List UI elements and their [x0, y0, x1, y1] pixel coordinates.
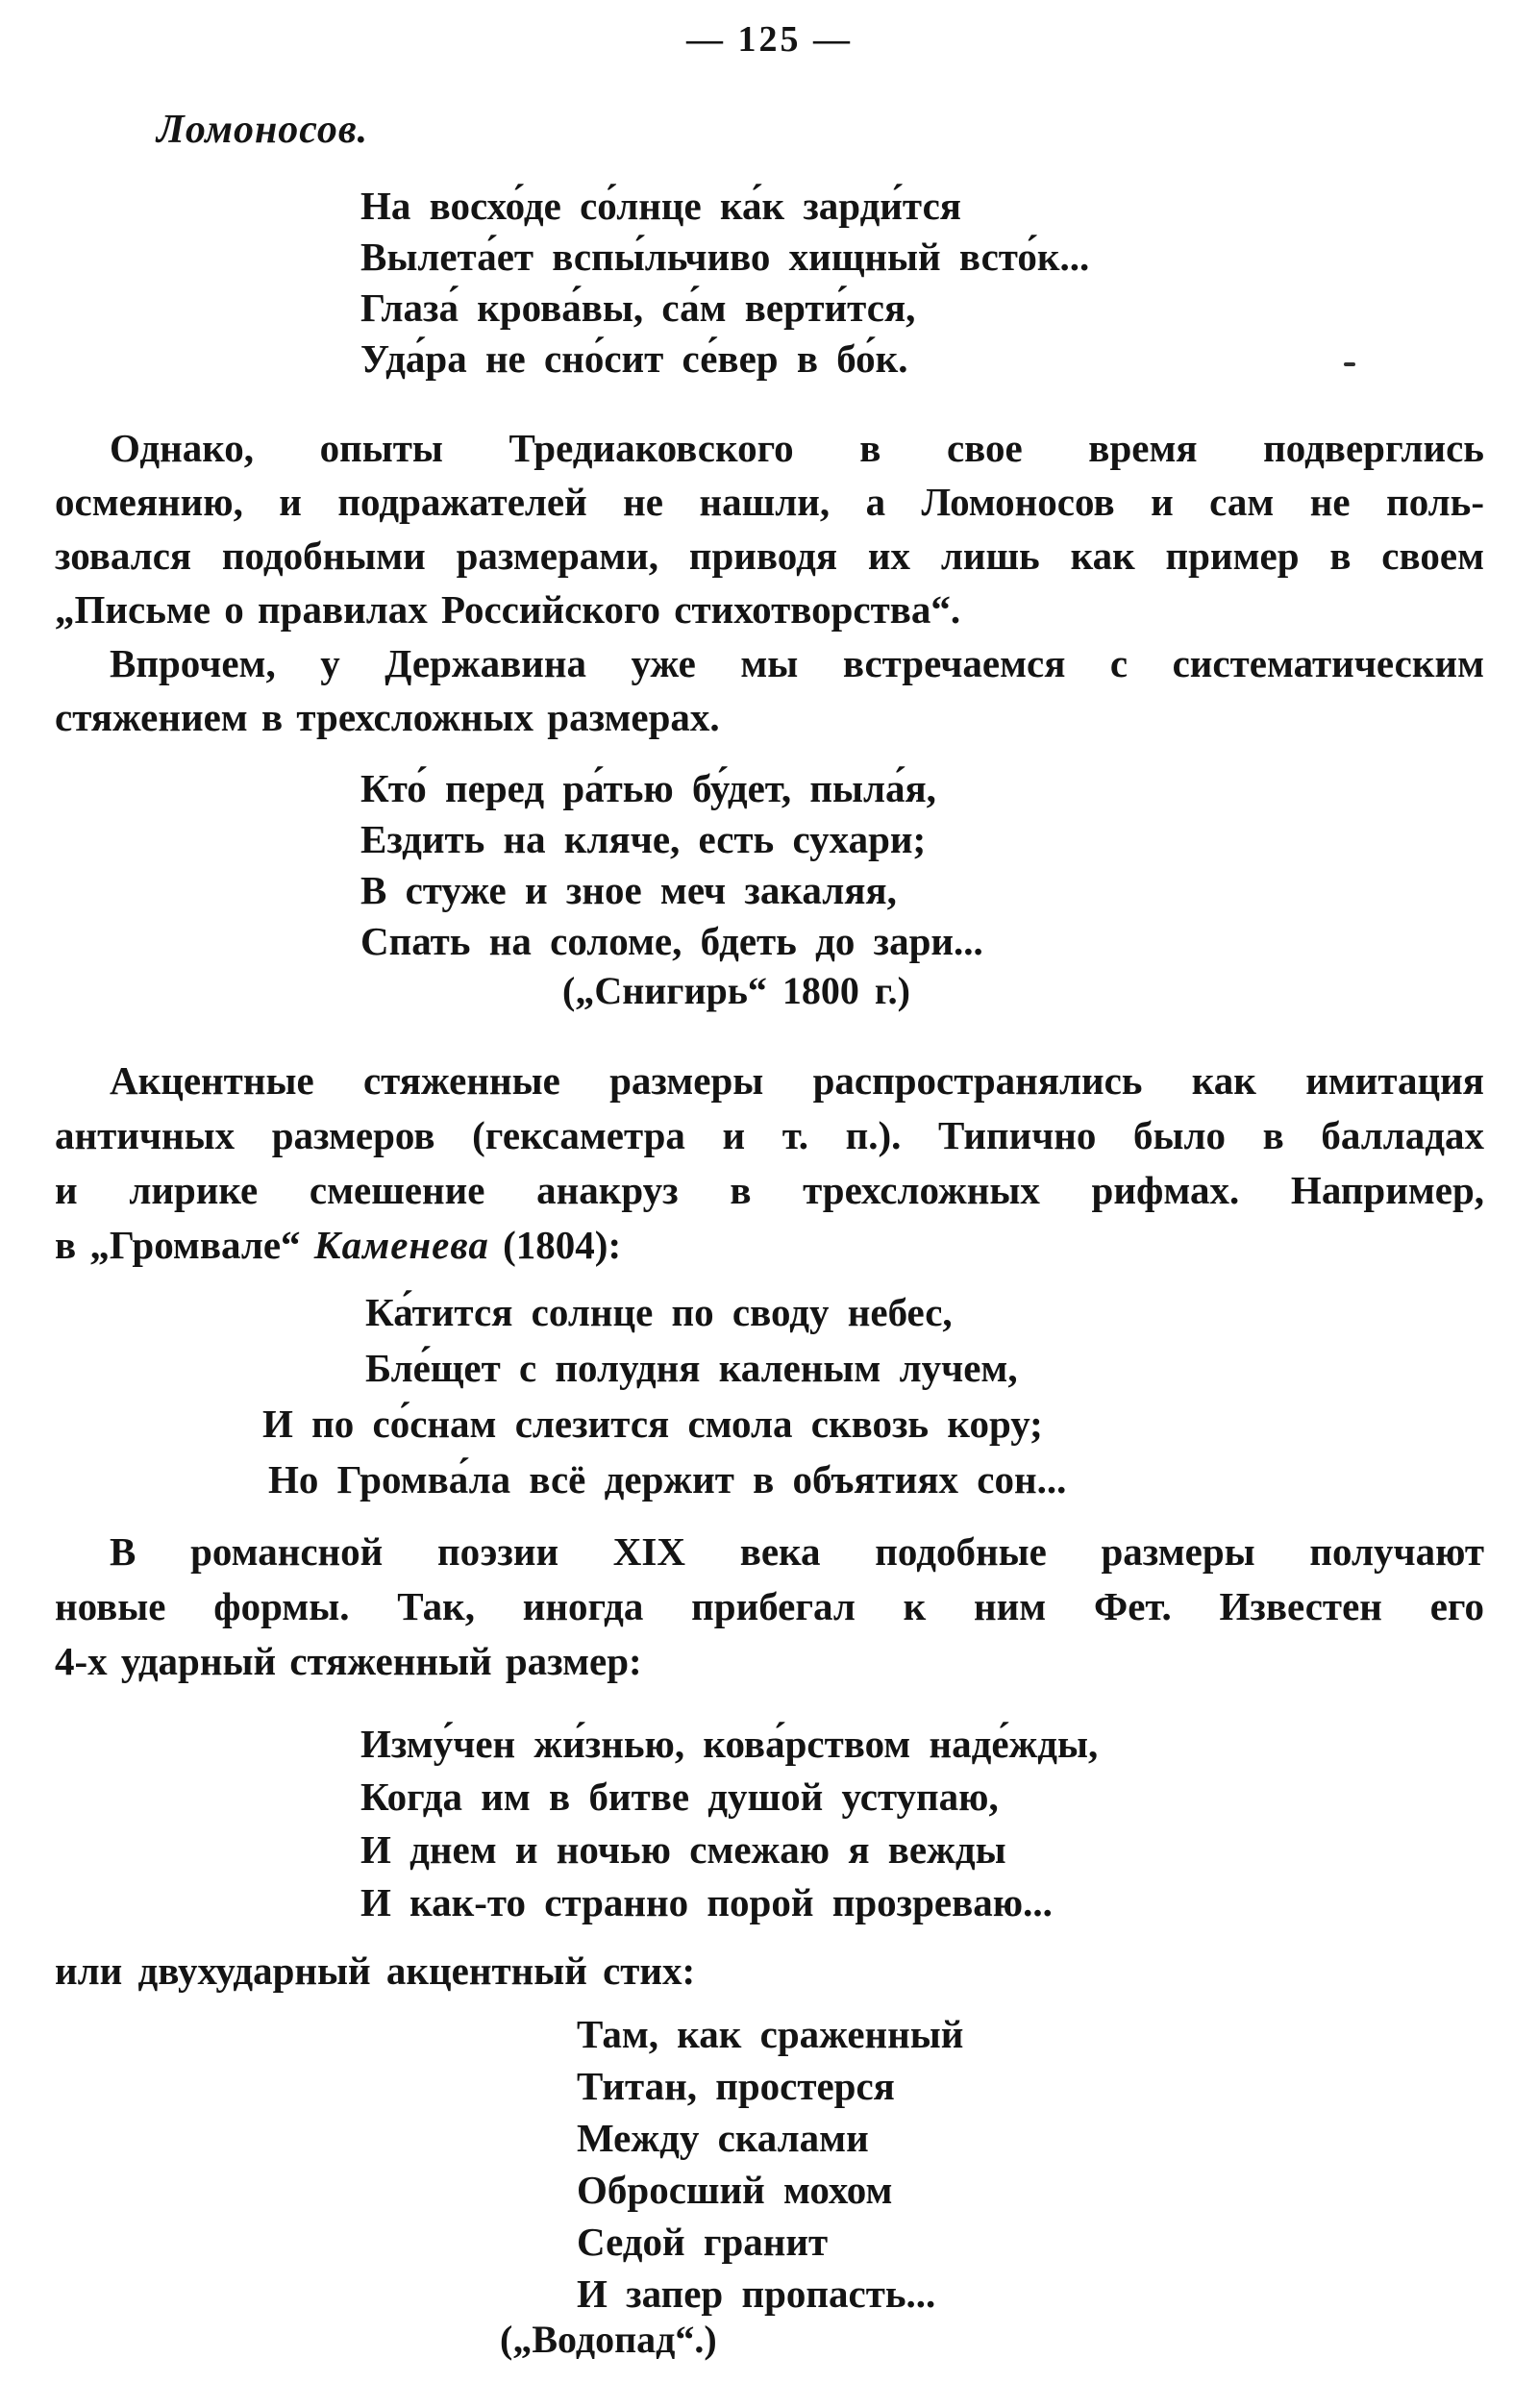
- paragraph-line: новые формы. Так, иногда прибегал к ним Фет. Известен его: [55, 1584, 1484, 1628]
- text-run: (1804):: [488, 1223, 622, 1267]
- verse-attribution-snigir: („Снигирь“ 1800 г.): [562, 969, 910, 1012]
- verse-line: Глаза́ крова́вы, са́м верти́тся,: [360, 285, 916, 330]
- verse-line: Когда им в битве душой уступаю,: [360, 1775, 999, 1819]
- scan-artifact: [1344, 362, 1355, 366]
- paragraph-romance-poetry: [55, 1525, 1484, 1689]
- paragraph-line: и лирике смешение анакруз в трехсложных рифмах. Например,: [55, 1168, 1484, 1212]
- verse-line: На восхо́де со́лнце ка́к зарди́тся: [360, 184, 961, 228]
- paragraph-line-mixed: [55, 1218, 1484, 1273]
- paragraph-line: Однако, опыты Тредиаковского в свое время подверглись: [110, 426, 1484, 470]
- paragraph-line: Акцентные стяженные размеры распространялись как имитация: [110, 1058, 1484, 1103]
- verse-line: Кто́ перед ра́тью бу́дет, пыла́я,: [360, 766, 936, 810]
- verse-vodopad: [577, 2008, 1484, 2320]
- verse-gromval: [55, 1284, 1484, 1507]
- page-number: — 125 —: [686, 19, 853, 60]
- verse-line: Между скалами: [577, 2116, 869, 2160]
- paragraph-line: стяжением в трехсложных размерах.: [55, 695, 720, 739]
- verse-line: Уда́ра не сно́сит се́вер в бо́к.: [360, 336, 908, 381]
- author-heading: Ломоносов.: [157, 108, 369, 152]
- paragraph-line: 4-х ударный стяженный размер:: [55, 1639, 642, 1683]
- verse-line: В стуже и зное меч закаляя,: [360, 868, 897, 912]
- verse-line: Там, как сраженный: [577, 2012, 964, 2056]
- verse-line: Но Громва́ла всё держит в объятиях сон...: [268, 1457, 1067, 1502]
- verse-attribution-vodopad: („Водопад“.): [500, 2318, 717, 2361]
- verse-line: И запер пропасть...: [577, 2271, 936, 2316]
- verse-snigir: [360, 763, 1484, 967]
- verse-line: И по со́снам слезится смола сквозь кору;: [262, 1402, 1043, 1446]
- verse-line: Спать на соломе, бдеть до зари...: [360, 919, 983, 963]
- verse-line: Ка́тится солнце по своду небес,: [365, 1290, 953, 1334]
- paragraph-derzhavin: [55, 636, 1484, 744]
- verse-line: Бле́щет с полудня каленым лучем,: [365, 1346, 1018, 1390]
- paragraph-accent-meters: [55, 1054, 1484, 1273]
- paragraph-line: античных размеров (гексаметра и т. п.). Типично было в балладах: [55, 1113, 1484, 1157]
- text-run: в „Громвале“: [55, 1223, 314, 1267]
- verse-line: Седой гранит: [577, 2220, 829, 2264]
- verse-line: И как-то странно порой прозреваю...: [360, 1880, 1053, 1924]
- inline-note: или двухударный акцентный стих:: [55, 1949, 696, 1993]
- verse-lomonosov: [360, 181, 1484, 385]
- verse-line: Ездить на кляче, есть сухари;: [360, 817, 927, 861]
- author-name-italic: Каменева: [313, 1223, 489, 1267]
- paragraph-line: „Письме о правилах Российского стихотворства“.: [55, 587, 961, 632]
- paragraph-line: осмеянию, и подражателей не нашли, а Ломоносов и сам не поль-: [55, 480, 1484, 524]
- verse-line: И днем и ночью смежаю я вежды: [360, 1827, 1006, 1872]
- verse-fet: [360, 1718, 1484, 1929]
- verse-line: Вылета́ет вспы́льчиво хищный всто́к...: [360, 235, 1090, 279]
- paragraph-line: зовался подобными размерами, приводя их лишь как пример в своем: [55, 534, 1484, 578]
- verse-line: Обросший мохом: [577, 2168, 893, 2212]
- paragraph-trediakovsky: [55, 421, 1484, 636]
- verse-line: Титан, простерся: [577, 2064, 895, 2108]
- paragraph-line: Впрочем, у Державина уже мы встречаемся с систематическим: [110, 641, 1484, 685]
- verse-line: Изму́чен жи́знью, кова́рством наде́жды,: [360, 1722, 1099, 1766]
- paragraph-line: В романсной поэзии XIX века подобные размеры получают: [110, 1529, 1484, 1574]
